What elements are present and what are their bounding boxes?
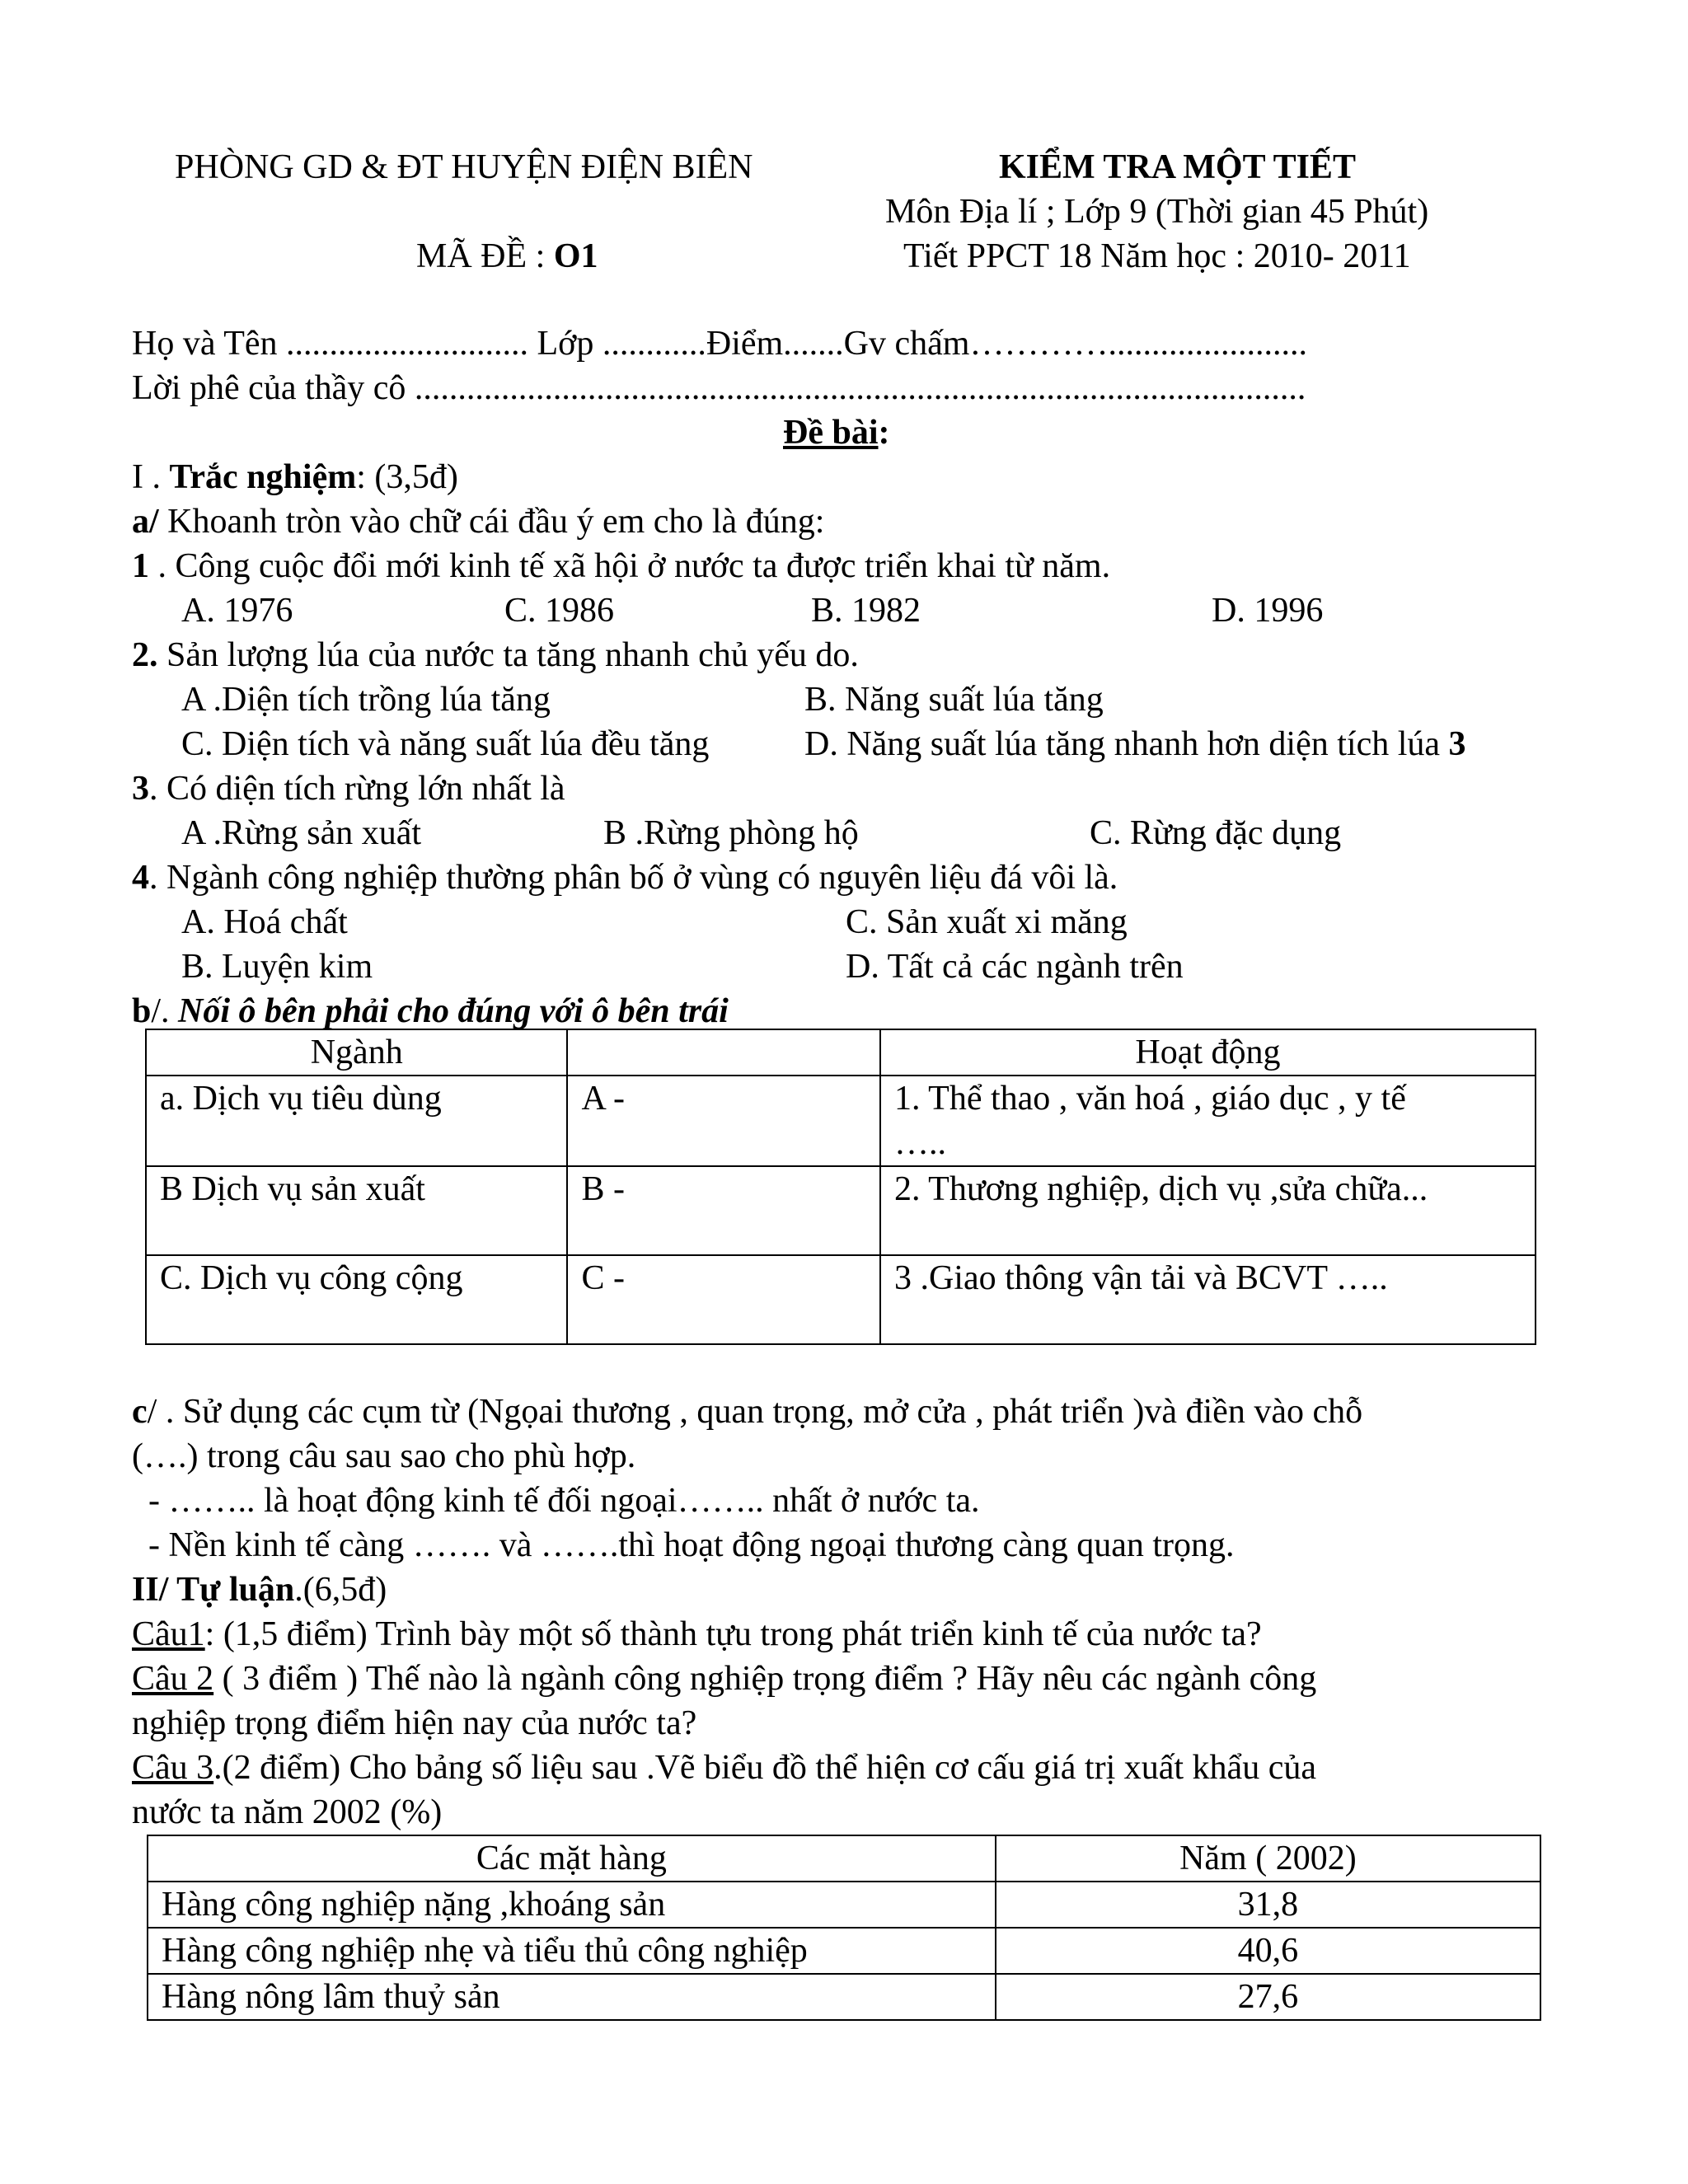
data-cell-goods: Hàng công nghiệp nặng ,khoáng sản <box>148 1882 996 1928</box>
q1-option-a[interactable]: A. 1976 <box>181 592 293 630</box>
section-a-text: Khoanh tròn vào chữ cái đầu ý em cho là đúng: <box>158 503 825 541</box>
matching-cell-left: a. Dịch vụ tiêu dùng <box>146 1076 567 1166</box>
period-line: Tiết PPCT 18 Năm học : 2010- 2011 <box>903 237 1411 275</box>
question-3-text: . Có diện tích rừng lớn nhất là <box>149 770 565 808</box>
q1-option-b[interactable]: B. 1982 <box>811 592 921 630</box>
q3-option-a[interactable]: A .Rừng sản xuất <box>181 814 422 852</box>
essay-q3-label: Câu 3 <box>132 1749 214 1787</box>
q2-option-c[interactable]: C. Diện tích và năng suất lúa đều tăng <box>181 725 710 763</box>
section-b-label: b <box>132 992 152 1030</box>
part2-score: .(6,5đ) <box>294 1571 387 1609</box>
matching-cell-answer[interactable]: A - <box>567 1076 880 1166</box>
page-title <box>783 410 890 455</box>
section-b-instruction <box>132 989 729 1033</box>
q1-option-d[interactable]: D. 1996 <box>1212 592 1324 630</box>
essay-q1-label: Câu1 <box>132 1615 205 1653</box>
question-1-number: 1 <box>132 547 149 585</box>
matching-cell-right: 2. Thương nghiệp, dịch vụ ,sửa chữa... <box>880 1166 1536 1255</box>
question-1 <box>132 544 1110 588</box>
exam-code-label: MÃ ĐỀ : <box>416 237 554 275</box>
question-4-text: . Ngành công nghiệp thường phân bố ở vùng có nguyên liệu đá vôi là. <box>149 859 1118 897</box>
exam-title: KIỂM TRA MỘT TIẾT <box>999 148 1356 186</box>
essay-question-3-cont: nước ta năm 2002 (%) <box>132 1793 443 1831</box>
section-c-text: / . Sử dụng các cụm từ (Ngọai thương , quan trọng, mở cửa , phát triển )và điền vào chỗ <box>147 1393 1363 1431</box>
subject-line: Môn Địa lí ; Lớp 9 (Thời gian 45 Phút) <box>885 193 1429 231</box>
data-cell-value: 40,6 <box>996 1928 1540 1974</box>
question-2-text: Sản lượng lúa của nước ta tăng nhanh chủ yếu do. <box>157 636 859 674</box>
matching-cell-answer[interactable]: C - <box>567 1255 880 1344</box>
matching-cell-right: 3 .Giao thông vận tải và BCVT ….. <box>880 1255 1536 1344</box>
question-3-number: 3 <box>132 770 149 808</box>
matching-table <box>145 1029 1536 1345</box>
question-4-number: 4 <box>132 859 149 897</box>
data-cell-goods: Hàng nông lâm thuỷ sản <box>148 1974 996 2020</box>
export-data-table <box>147 1835 1541 2021</box>
q4-option-d[interactable]: D. Tất cả các ngành trên <box>846 948 1184 986</box>
matching-header-blank <box>567 1029 880 1076</box>
section-c-instruction <box>132 1390 1362 1434</box>
matching-header-nganh: Ngành <box>146 1029 567 1076</box>
matching-cell-right-ellipsis: ….. <box>893 1124 946 1162</box>
question-2-number: 2. <box>132 636 158 674</box>
fill-blank-line-2[interactable]: - Nền kinh tế càng ……. và …….thì hoạt động ngoại thương càng quan trọng. <box>148 1526 1235 1564</box>
q4-option-b[interactable]: B. Luyện kim <box>181 948 373 986</box>
q2-option-a[interactable]: A .Diện tích trồng lúa tăng <box>181 681 551 719</box>
matching-cell-answer[interactable]: B - <box>567 1166 880 1255</box>
section-c-label: c <box>132 1393 148 1431</box>
essay-question-2 <box>132 1657 1316 1701</box>
question-4 <box>132 855 1118 900</box>
part1-prefix: I . <box>132 458 170 496</box>
part2-title: II/ Tự luận <box>132 1571 295 1609</box>
section-b-text: Nối ô bên phải cho đúng với ô bên trái <box>178 992 729 1030</box>
q2-option-d[interactable] <box>804 722 1466 766</box>
essay-question-3 <box>132 1746 1316 1790</box>
question-1-text: . Công cuộc đổi mới kinh tế xã hội ở nước ta được triển khai từ năm. <box>149 547 1111 585</box>
section-a-label: a/ <box>132 503 159 541</box>
part1-heading <box>132 455 458 499</box>
data-header-year: Năm ( 2002) <box>996 1835 1540 1882</box>
q3-option-c[interactable]: C. Rừng đặc dụng <box>1090 814 1342 852</box>
essay-q2-text: ( 3 điểm ) Thế nào là ngành công nghiệp trọng điểm ? Hãy nêu các ngành công <box>213 1660 1317 1698</box>
part1-title: Trắc nghiệm <box>169 458 357 496</box>
data-header-goods: Các mặt hàng <box>148 1835 996 1882</box>
exam-code <box>416 234 598 279</box>
essay-question-2-cont: nghiệp trọng điểm hiện nay của nước ta? <box>132 1704 697 1742</box>
matching-cell-right-line: 1. Thể thao , văn hoá , giáo dục , y tế <box>893 1080 1406 1118</box>
student-info-line: Họ và Tên ............................ Lớp ............Điểm.......Gv chấm…………....................... <box>132 325 1307 363</box>
essay-q3-text: .(2 điểm) Cho bảng số liệu sau .Vẽ biểu đồ thể hiện cơ cấu giá trị xuất khẩu của <box>213 1749 1316 1787</box>
q1-option-c[interactable]: C. 1986 <box>504 592 615 630</box>
q4-option-c[interactable]: C. Sản xuất xi măng <box>846 903 1128 941</box>
page-title-text: Đề bài <box>783 414 879 452</box>
q2-option-d-text: D. Năng suất lúa tăng nhanh hơn diện tích lúa <box>804 725 1449 763</box>
question-3 <box>132 766 565 811</box>
part2-heading <box>132 1568 387 1612</box>
matching-cell-left: C. Dịch vụ công cộng <box>146 1255 567 1344</box>
section-c-instruction-cont: (….) trong câu sau sao cho phù hợp. <box>132 1437 636 1475</box>
q2-trailing-number: 3 <box>1448 725 1466 763</box>
section-b-sep: /. <box>151 992 179 1030</box>
matching-cell-left: B Dịch vụ sản xuất <box>146 1166 567 1255</box>
department-name: PHÒNG GD & ĐT HUYỆN ĐIỆN BIÊN <box>175 148 753 186</box>
essay-question-1 <box>132 1612 1262 1657</box>
page-title-colon: : <box>878 414 890 452</box>
data-cell-value: 27,6 <box>996 1974 1540 2020</box>
exam-code-value: O1 <box>553 237 598 275</box>
data-cell-goods: Hàng công nghiệp nhẹ và tiểu thủ công nghiệp <box>148 1928 996 1974</box>
q2-option-b[interactable]: B. Năng suất lúa tăng <box>804 681 1104 719</box>
q3-option-b[interactable]: B .Rừng phòng hộ <box>603 814 859 852</box>
fill-blank-line-1[interactable]: - …….. là hoạt động kinh tế đối ngoại…….. nhất ở nước ta. <box>148 1482 980 1520</box>
data-cell-value: 31,8 <box>996 1882 1540 1928</box>
essay-q1-text: : (1,5 điểm) Trình bày một số thành tựu trong phát triển kinh tế của nước ta? <box>204 1615 1262 1653</box>
matching-cell-right <box>880 1076 1536 1166</box>
essay-q2-label: Câu 2 <box>132 1660 214 1698</box>
q4-option-a[interactable]: A. Hoá chất <box>181 903 348 941</box>
part1-score: : (3,5đ) <box>356 458 458 496</box>
teacher-comment-line: Lời phê của thầy cô ....................................................................................................... <box>132 369 1306 407</box>
question-2 <box>132 633 859 677</box>
section-a-instruction <box>132 499 824 544</box>
matching-header-hoat-dong: Hoạt động <box>880 1029 1536 1076</box>
